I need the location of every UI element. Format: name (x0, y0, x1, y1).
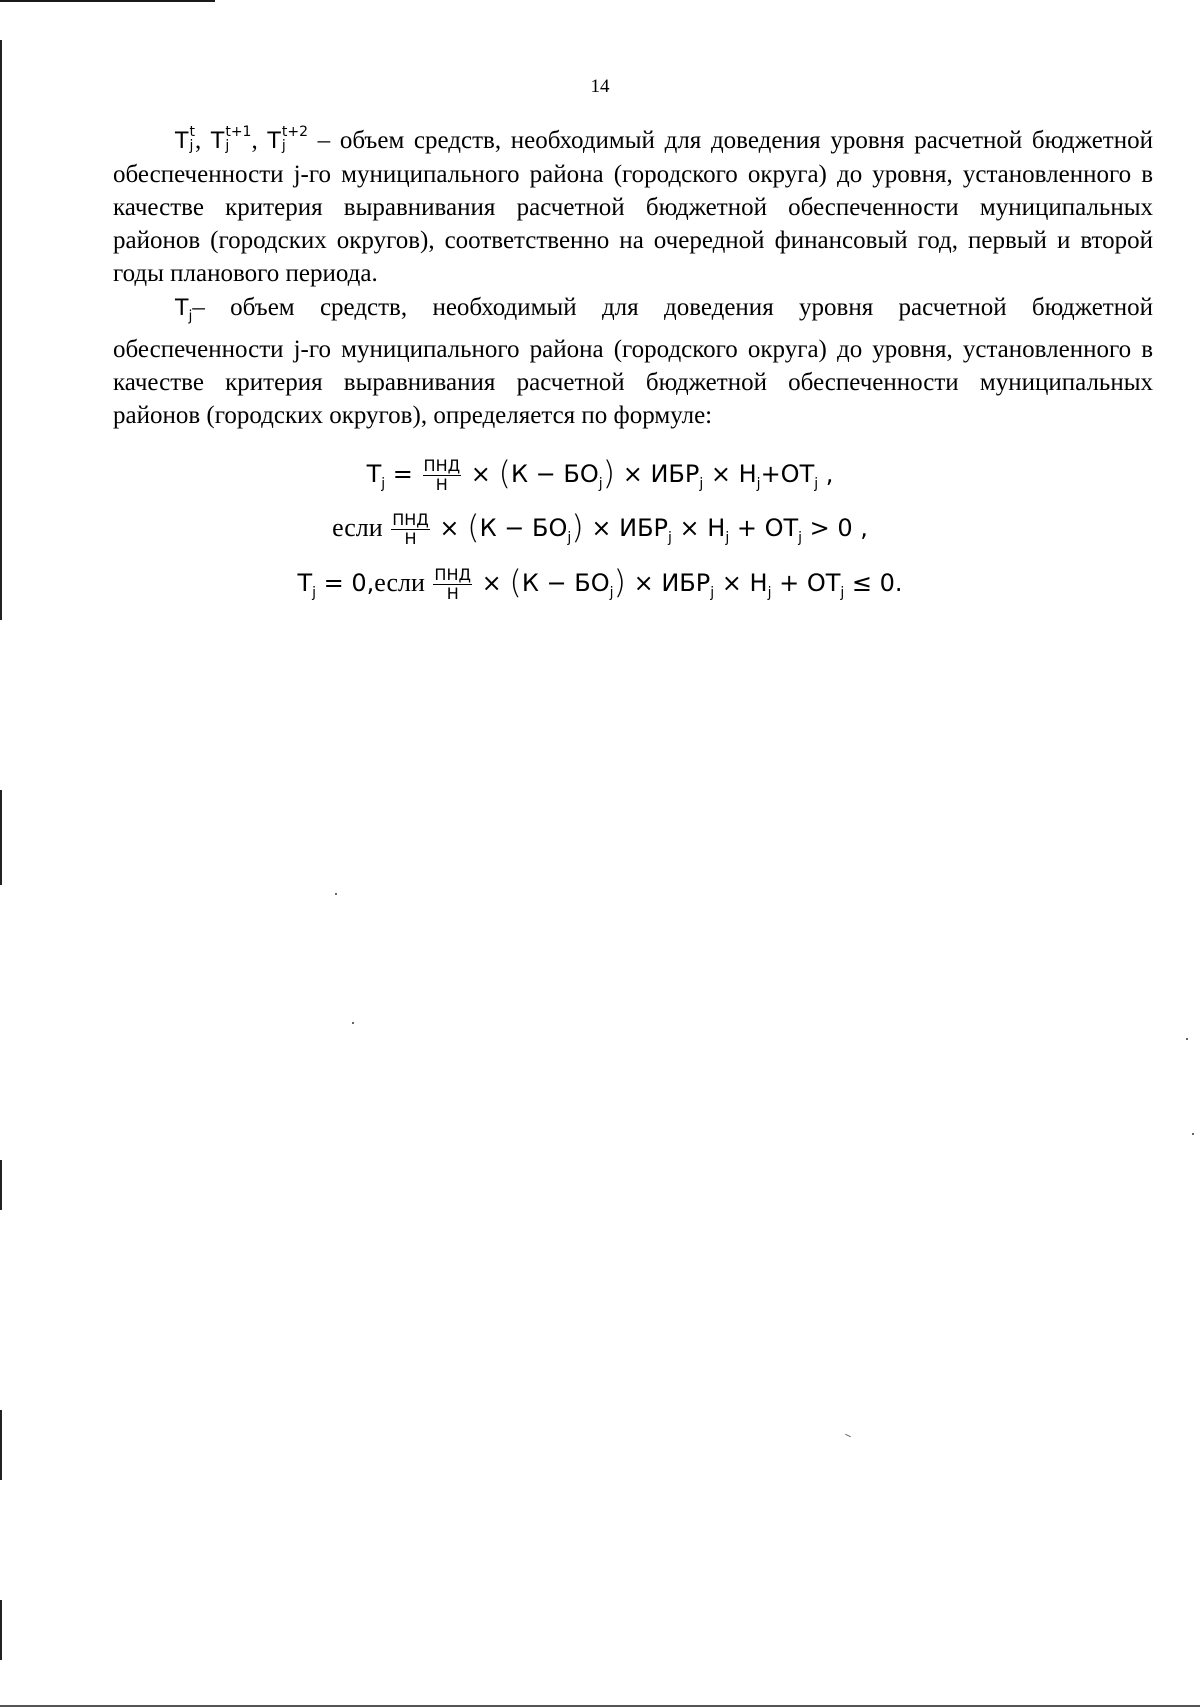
paragraph2-text: – объем средств, необходимый для доведения уровня расчетной бюджетной обеспеченности j-го муниципального района (городского округа) до уровня, установленного в качестве критерия выравнивания расчетной бюджетной обеспеченности муниципальных районов (городских округов), определяется по формуле: (113, 294, 1153, 430)
scan-left-edge-mark (0, 1160, 2, 1210)
paragraph-t-definitions: T t j , T t+1 j , T t+2 j – объем средств, необходимый для доведения уровня расчетной бюджетной обеспеченности j-го муниципального района (городского округа) до уровня, установленного в качестве критерия выравнивания расчетной бюджетной обеспеченности муниципальных районов (городских округов), соответственно на очередной финансовый год, первый и второй годы планового периода. (113, 124, 1153, 287)
scan-left-edge-mark (0, 1600, 2, 1660)
scan-speck (845, 1434, 851, 1437)
formula-line-2: если $\frac{\text{ПНД}}{Н}$ × $(К - БО_j) \times ИБР_j \times Н_j + ОТ_j > 0$ , (332, 508, 868, 548)
scan-speck (1192, 1133, 1194, 1135)
scan-left-edge-mark (0, 1410, 2, 1480)
paragraph-tj-definition (113, 291, 1153, 432)
scan-top-rule (0, 0, 215, 2)
fraction-pnd-n: $\frac{\text{ПНД}}{Н}$ (392, 509, 429, 548)
scan-speck (335, 893, 337, 895)
fraction-pnd-n: $\frac{\text{ПНД}}{Н}$ (423, 455, 461, 494)
scan-speck (1186, 1038, 1188, 1040)
symbol-t-j-t2: T t+2 j (267, 124, 308, 154)
scan-speck (352, 1022, 354, 1024)
formula-line-1: $T_j$ = $\frac{\text{ПНД}}{Н}$ × $(К - БО_j) \times ИБР_j \times Н_j+ОТ_j$ , (366, 454, 834, 494)
symbol-t-j: $T_j$ (175, 296, 193, 325)
fraction-pnd-n: $\frac{\text{ПНД}}{Н}$ (434, 564, 471, 603)
paragraph1-text: – объем средств, необходимый для доведения уровня расчетной бюджетной обеспеченности j-го муниципального района (городского округа) до уровня, установленного в качестве критерия выравнивания расчетной бюджетной обеспеченности муниципальных районов (городских округов), соответственно на очередной финансовый год, первый и второй годы планового периода. (113, 127, 1153, 287)
symbol-t-j-t1: T t+1 j (210, 124, 252, 154)
symbol-t-j-t: T t j (175, 124, 195, 154)
scan-left-edge-mark (0, 790, 2, 885)
formula-line-3: $T_j$ = 0,если $\frac{\text{ПНД}}{Н}$ × $(К - БО_j) \times ИБР_j \times Н_j + ОТ_j \le 0$. (297, 563, 903, 603)
page-number: 14 (590, 76, 610, 97)
